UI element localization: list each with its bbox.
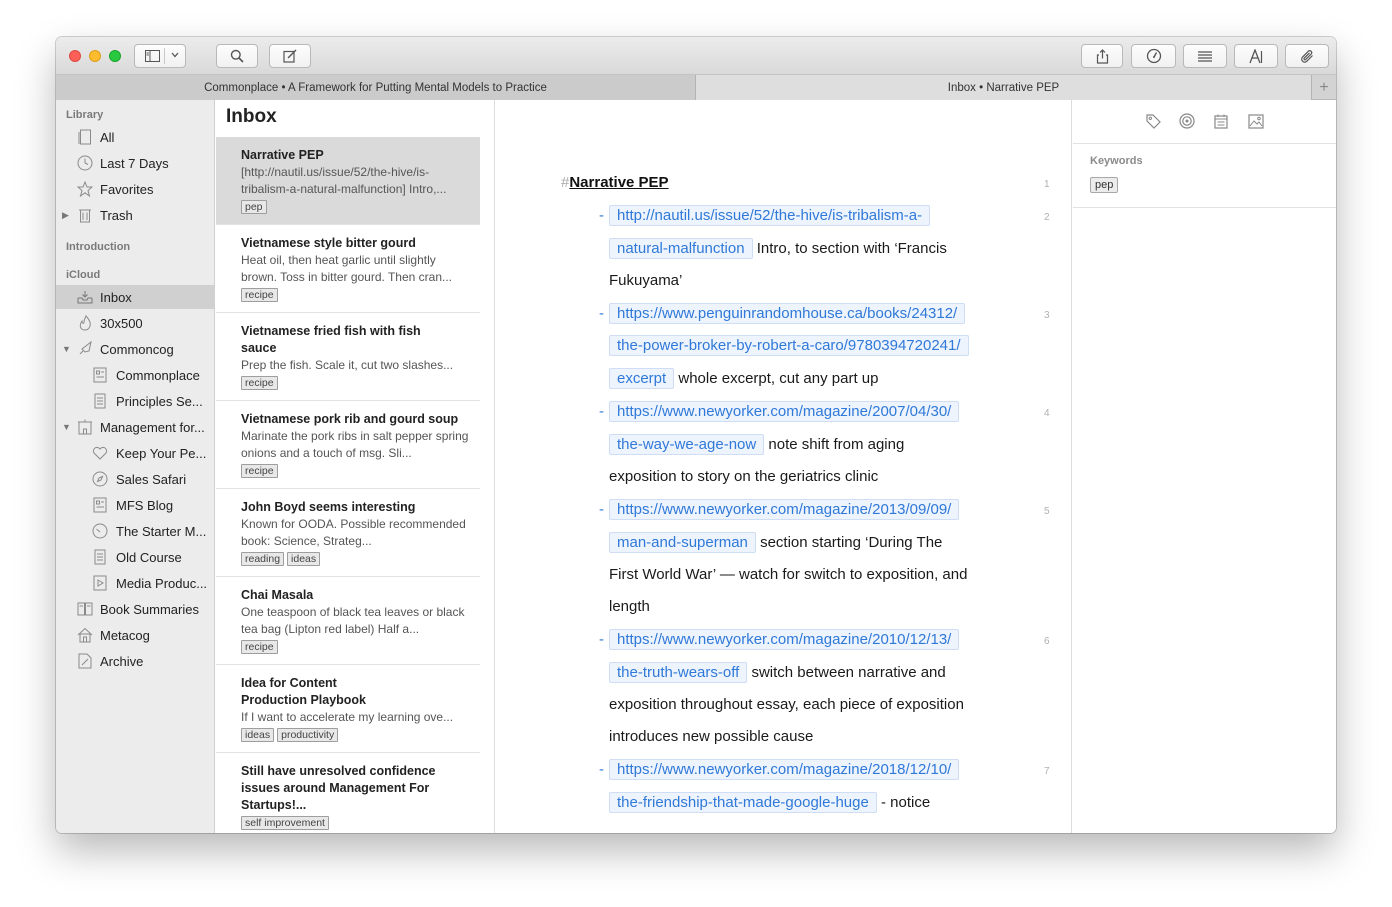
sidebar-item-label: Sales Safari xyxy=(116,471,187,487)
statistics-button[interactable] xyxy=(1131,44,1176,68)
note-tag[interactable]: productivity xyxy=(277,728,338,742)
note-title: Chai Masala xyxy=(241,588,314,602)
note-tag[interactable]: recipe xyxy=(241,464,278,478)
disclosure-right-icon[interactable]: ▶ xyxy=(62,210,69,220)
heart-icon xyxy=(91,444,109,462)
search-icon xyxy=(230,49,244,63)
sidebar-item-book-summaries[interactable] xyxy=(56,597,215,621)
sidebar-item-label: Inbox xyxy=(100,289,132,305)
link[interactable]: https://www.newyorker.com/magazine/2010/12/13/ xyxy=(609,629,959,650)
note-item[interactable] xyxy=(216,665,480,753)
image-icon[interactable] xyxy=(1247,112,1265,130)
note-text: First World War’ — watch for switch to exposition, and xyxy=(609,566,968,583)
note-text: introduces new possible cause xyxy=(609,728,814,745)
note-text: whole excerpt, cut any part up xyxy=(678,370,879,387)
note-item[interactable] xyxy=(216,137,480,225)
sidebar-item-label: MFS Blog xyxy=(116,497,174,513)
target-icon[interactable] xyxy=(1178,112,1196,130)
calendar-icon[interactable] xyxy=(1212,112,1230,130)
note-text: exposition throughout essay, each piece of exposition xyxy=(609,696,964,713)
note-tag[interactable]: ideas xyxy=(241,728,274,742)
bullet-dash: - xyxy=(599,631,604,648)
note-tag[interactable]: recipe xyxy=(241,640,278,654)
sidebar-item-keep-your-pe[interactable] xyxy=(56,441,215,465)
sidebar-item-management[interactable] xyxy=(56,415,215,439)
sidebar-item-label: Management for... xyxy=(100,419,205,435)
note-title: Still have unresolved confidence issues around Management For Startups!... xyxy=(241,764,436,812)
note-preview: Prep the fish. Scale it, cut two slashes... xyxy=(241,358,454,372)
play-document-icon xyxy=(91,574,109,592)
sidebar-item-metacog[interactable] xyxy=(56,623,215,647)
book-icon xyxy=(76,600,94,618)
app-window xyxy=(56,37,1336,833)
link[interactable]: the-truth-wears-off xyxy=(609,662,747,683)
link[interactable]: the-way-we-age-now xyxy=(609,434,764,455)
attachment-button[interactable] xyxy=(1285,44,1329,68)
tag-icon[interactable] xyxy=(1144,112,1162,130)
inspector-panel xyxy=(1073,100,1336,833)
note-tag[interactable]: recipe xyxy=(241,288,278,302)
link[interactable]: https://www.newyorker.com/magazine/2013/09/09/ xyxy=(609,499,959,520)
link[interactable]: http://nautil.us/issue/52/the-hive/is-tribalism-a- xyxy=(609,205,930,226)
line-number: 2 xyxy=(1044,212,1050,223)
sidebar-item-label: Commonplace xyxy=(116,367,200,383)
sidebar-item-mfs-blog[interactable] xyxy=(56,493,215,517)
sidebar-item-label: Last 7 Days xyxy=(100,155,169,171)
gauge-icon xyxy=(91,522,109,540)
keywords-label: Keywords xyxy=(1090,155,1143,167)
note-title: John Boyd seems interesting xyxy=(241,500,416,514)
sidebar-item-label: The Starter M... xyxy=(116,523,207,539)
note-text: exposition to story on the geriatrics clinic xyxy=(609,468,879,485)
list-icon xyxy=(1198,51,1212,62)
tab-inbox[interactable] xyxy=(696,75,1312,100)
sidebar-item-label: Archive xyxy=(100,653,144,669)
note-tag[interactable]: reading xyxy=(241,552,284,566)
line-number: 6 xyxy=(1044,636,1050,647)
house-icon xyxy=(76,626,94,644)
typography-icon xyxy=(1249,49,1263,64)
sidebar-item-starter[interactable] xyxy=(56,519,215,543)
bullet-dash: - xyxy=(599,305,604,322)
note-title: Vietnamese pork rib and gourd soup xyxy=(241,412,459,426)
paperclip-icon xyxy=(1300,49,1315,64)
link[interactable]: https://www.newyorker.com/magazine/2018/12/10/ xyxy=(609,759,959,780)
sidebar-item-label: Media Produc... xyxy=(116,575,208,591)
typography-button[interactable] xyxy=(1234,44,1278,68)
note-item[interactable] xyxy=(216,577,480,665)
line-number: 1 xyxy=(1044,179,1050,190)
sidebar-item-archive[interactable] xyxy=(56,649,215,673)
note-text: Fukuyama’ xyxy=(609,272,683,289)
chevron-down-icon[interactable] xyxy=(170,50,180,60)
sidebar-item-label: Book Summaries xyxy=(100,601,199,617)
sidebar-item-30x500[interactable] xyxy=(56,311,215,335)
note-list-title: Inbox xyxy=(226,106,277,127)
sidebar-toggle-icon xyxy=(145,50,160,62)
note-item[interactable] xyxy=(216,313,480,401)
toolbar xyxy=(56,37,1336,75)
line-number: 5 xyxy=(1044,506,1050,517)
flame-icon xyxy=(76,314,94,332)
document-icon xyxy=(91,548,109,566)
archive-icon xyxy=(76,652,94,670)
sidebar-item-commonplace[interactable] xyxy=(56,363,215,387)
link[interactable]: man-and-superman xyxy=(609,532,756,553)
sidebar-item-all[interactable] xyxy=(56,125,215,149)
note-item[interactable] xyxy=(216,401,480,489)
link[interactable]: the-power-broker-by-robert-a-caro/9780394720241/ xyxy=(609,335,969,356)
sidebar-item-label: All xyxy=(100,129,115,145)
tab-label: Inbox • Narrative PEP xyxy=(947,81,1060,94)
compass-icon xyxy=(91,470,109,488)
sidebar-item-label: Principles Se... xyxy=(116,393,203,409)
tab-bar xyxy=(56,75,1336,100)
note-editor[interactable] xyxy=(496,100,1072,833)
sidebar-item-label: Old Course xyxy=(116,549,182,565)
note-title: Narrative PEP xyxy=(241,148,324,162)
line-number: 3 xyxy=(1044,310,1050,321)
disclosure-down-icon[interactable]: ▼ xyxy=(62,422,71,432)
sidebar-toggle-button[interactable] xyxy=(134,44,186,68)
bullet-dash: - xyxy=(599,207,604,224)
note-text: Intro, to section with ‘Francis xyxy=(756,240,947,257)
sidebar-item-label: Trash xyxy=(100,207,133,223)
link[interactable]: excerpt xyxy=(609,368,674,389)
keyword-tag[interactable]: pep xyxy=(1090,177,1118,193)
note-preview: Known for OODA. Possible recommended book: Science, Strateg... xyxy=(241,517,466,548)
note-item[interactable] xyxy=(216,753,480,833)
note-preview: If I want to accelerate my learning ove... xyxy=(241,710,454,724)
heading-text: Narrative PEP xyxy=(569,174,669,191)
note-text: - notice xyxy=(881,794,931,811)
rocket-icon xyxy=(76,340,94,358)
link[interactable]: https://www.newyorker.com/magazine/2007/04/30/ xyxy=(609,401,959,422)
sidebar-item-sales-safari[interactable] xyxy=(56,467,215,491)
note-preview: Heat oil, then heat garlic until slightly brown. Toss in bitter gourd. Then cran... xyxy=(241,253,453,284)
sidebar-item-label: Commoncog xyxy=(100,341,174,357)
line-number: 7 xyxy=(1044,766,1050,777)
plus-icon: + xyxy=(1319,78,1329,96)
sidebar-item-last-7-days[interactable] xyxy=(56,151,215,175)
speedometer-icon xyxy=(1146,48,1162,64)
divider xyxy=(1073,207,1336,208)
notebook-icon xyxy=(91,496,109,514)
sidebar-item-inbox[interactable] xyxy=(56,285,215,309)
search-button[interactable] xyxy=(216,44,258,68)
link[interactable]: https://www.penguinrandomhouse.ca/books/24312/ xyxy=(609,303,965,324)
bullet-dash: - xyxy=(599,761,604,778)
note-item[interactable] xyxy=(216,489,480,577)
sidebar-item-principles[interactable] xyxy=(56,389,215,413)
note-item[interactable] xyxy=(216,225,480,313)
sidebar-item-label: 30x500 xyxy=(100,315,143,331)
trash-icon xyxy=(76,206,94,224)
link[interactable]: the-friendship-that-made-google-huge xyxy=(609,792,877,813)
notes-icon xyxy=(76,128,94,146)
outline-button[interactable] xyxy=(1183,44,1227,68)
star-icon xyxy=(76,180,94,198)
note-preview: [http://nautil.us/issue/52/the-hive/is-tribalism-a-natural-malfunction] Intro,... xyxy=(241,165,447,196)
share-button[interactable] xyxy=(1081,44,1123,68)
sidebar-item-old-course[interactable] xyxy=(56,545,215,569)
tab-commonplace[interactable] xyxy=(56,75,696,100)
note-text: section starting ‘During The xyxy=(760,534,943,551)
note-title: Idea for Content Production Playbook xyxy=(241,676,367,707)
note-tag[interactable]: recipe xyxy=(241,376,278,390)
note-tag[interactable]: self improvement xyxy=(241,816,329,830)
line-number: 4 xyxy=(1044,408,1050,419)
tab-label: Commonplace • A Framework for Putting Mental Models to Practice xyxy=(204,81,547,94)
disclosure-down-icon[interactable]: ▼ xyxy=(62,344,71,354)
note-heading xyxy=(561,174,669,191)
compose-button[interactable] xyxy=(269,44,311,68)
section-label-library: Library xyxy=(66,109,104,121)
document-icon xyxy=(91,392,109,410)
close-window-button[interactable] xyxy=(69,50,81,62)
note-tag[interactable]: pep xyxy=(241,200,267,214)
bullet-dash: - xyxy=(599,501,604,518)
minimize-window-button[interactable] xyxy=(89,50,101,62)
note-list xyxy=(216,100,495,833)
sidebar-item-label: Keep Your Pe... xyxy=(116,445,207,461)
inbox-icon xyxy=(76,288,94,306)
sidebar-item-label: Favorites xyxy=(100,181,154,197)
sidebar-item-trash[interactable] xyxy=(56,203,215,227)
note-tag[interactable]: ideas xyxy=(287,552,320,566)
notebook-icon xyxy=(91,366,109,384)
section-label-introduction[interactable]: Introduction xyxy=(66,241,131,253)
note-text: note shift from aging xyxy=(768,436,905,453)
sidebar-item-label: Metacog xyxy=(100,627,150,643)
new-tab-button[interactable] xyxy=(1312,75,1336,100)
section-label-icloud: iCloud xyxy=(66,269,101,281)
heading-marker: # xyxy=(561,174,570,191)
note-preview: Marinate the pork ribs in salt pepper spring onions and a touch of msg. Sli... xyxy=(241,429,469,460)
link[interactable]: natural-malfunction xyxy=(609,238,753,259)
clock-icon xyxy=(76,154,94,172)
zoom-window-button[interactable] xyxy=(109,50,121,62)
sidebar-item-commoncog[interactable] xyxy=(56,337,215,361)
compose-icon xyxy=(283,49,297,63)
note-title: Vietnamese fried fish with fish sauce xyxy=(241,324,421,355)
building-icon xyxy=(76,418,94,436)
note-text: switch between narrative and xyxy=(751,664,946,681)
note-title: Vietnamese style bitter gourd xyxy=(241,236,416,250)
sidebar-item-favorites[interactable] xyxy=(56,177,215,201)
note-preview: One teaspoon of black tea leaves or black tea bag (Lipton red label) Half a... xyxy=(241,605,465,636)
divider xyxy=(1073,143,1336,144)
bullet-dash: - xyxy=(599,403,604,420)
sidebar xyxy=(56,100,215,833)
note-text: length xyxy=(609,598,650,615)
sidebar-item-media-production[interactable] xyxy=(56,571,215,595)
share-icon xyxy=(1096,49,1109,64)
